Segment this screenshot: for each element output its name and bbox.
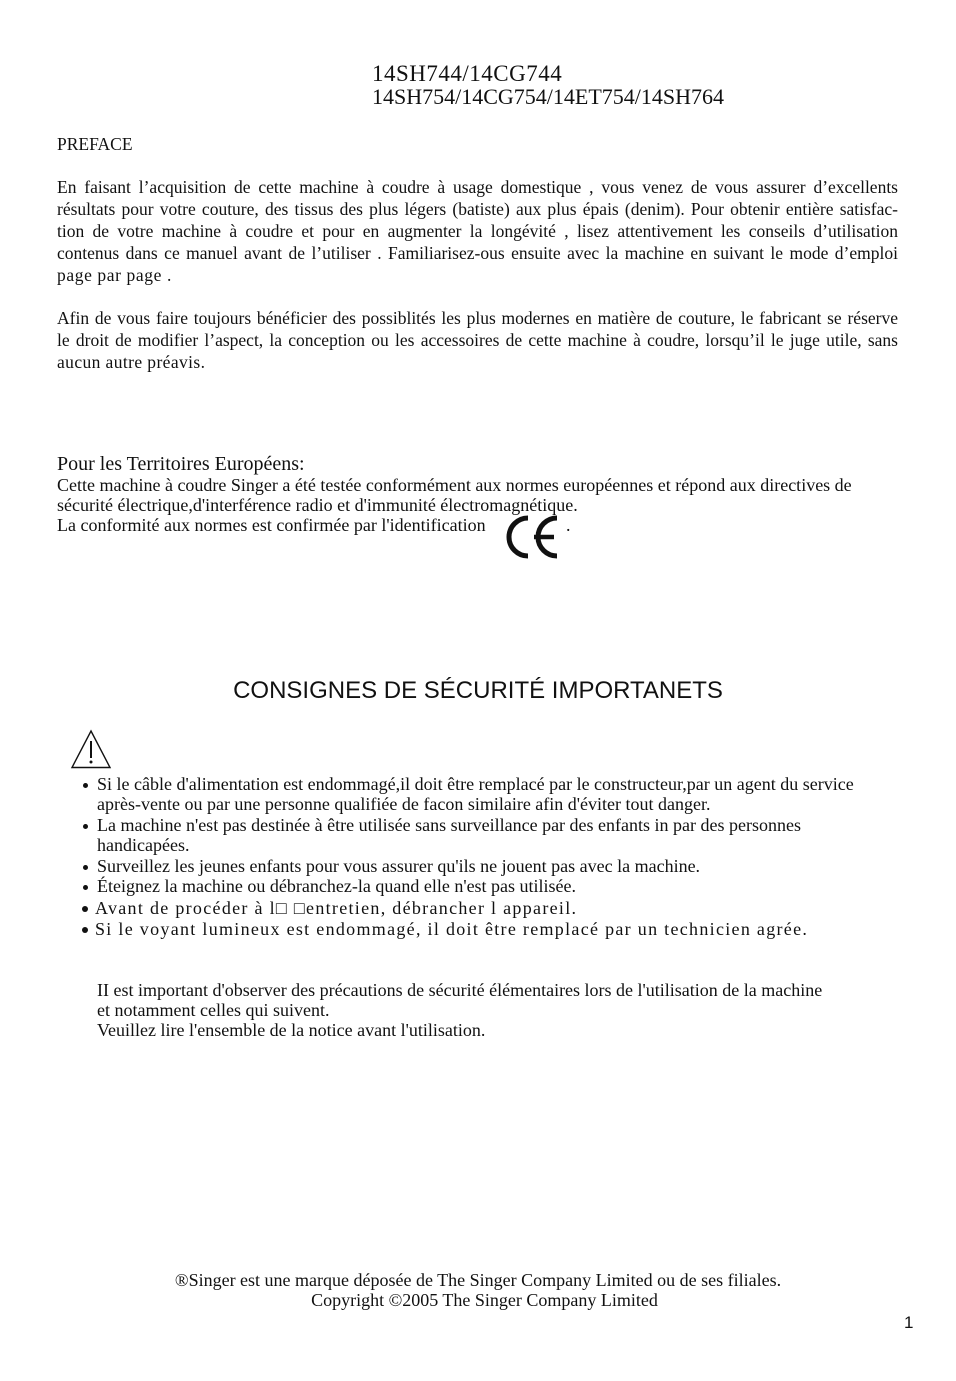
text-line: La conformité aux normes est confirmée par l'identification [57,515,486,535]
text-line: La machine n'est pas destinée à être utilisée sans surveillance par des enfants in par des personnes [97,815,801,835]
text-line: Cette machine à coudre Singer a été testée conformément aux normes européennes et répond aux directives de [57,475,852,495]
bullet-marker [83,885,88,890]
safety-bullet-item [80,774,880,814]
ce-identification-line [57,515,887,535]
footer [0,1270,956,1310]
bullet-marker [83,865,88,870]
safety-title: CONSIGNES DE SÉCURITÉ IMPORTANETS [233,677,723,704]
safety-bullet-item [80,919,880,939]
text-line: et notamment celles qui suivent. [97,1000,330,1020]
bullet-marker [82,906,88,912]
text-line: Surveillez les jeunes enfants pour vous assurer qu'ils ne jouent pas avec la machine. [97,856,701,876]
text-line: après-vente ou par une personne qualifiée de facon similaire afin d'éviter tout danger. [97,794,711,814]
text-line: résultats pour votre couture, des tissus des plus légers (batiste) aux plus épais (denim). Pour obtenir entière satisfac- [57,199,898,219]
bullet-marker [83,783,88,788]
text-line: le droit de modifier l’aspect, la conception ou les accessoires de cette machine à coudre, lorsqu’il le juge utile, sans [57,330,898,350]
warning-triangle-icon [70,729,112,770]
text-line: Avant de procéder à l□ □entretien, débrancher l appareil. [95,898,578,918]
eu-conformity-text [57,475,887,535]
text-line: aucun autre préavis. [57,352,206,372]
preface-title: PREFACE [57,134,133,154]
eu-section-title: Pour les Territoires Européens: [57,453,305,475]
text-line: Si le voyant lumineux est endommagé, il doit être remplacé par un technicien agrée. [95,919,809,939]
text-line: II est important d'observer des précautions de sécurité élémentaires lors de l'utilisation de la machine [97,980,823,1000]
ce-mark-icon [501,513,561,561]
safety-bullet-item [80,876,880,896]
text-line: contenus dans ce manuel avant de l’utiliser . Familiarisez-ous ensuite avec la machine en suivant le mode d’emploi [57,243,898,263]
text-line: Afin de vous faire toujours bénéficier des possiblités les plus modernes en matière de couture, le fabricant se réserve [57,308,898,328]
copyright-notice: Copyright ©2005 The Singer Company Limited [311,1290,658,1310]
trailing-period: . [566,515,571,535]
model-numbers-primary: 14SH744/14CG744 [372,61,563,86]
model-numbers-secondary: 14SH754/14CG754/14ET754/14SH764 [372,84,725,109]
text-line: En faisant l’acquisition de cette machine à coudre à usage domestique , vous venez de vous assurer d’excellents [57,177,898,197]
trademark-notice: ®Singer est une marque déposée de The Singer Company Limited ou de ses filiales. [174,1270,782,1290]
text-line: handicapées. [97,835,190,855]
page-number: 1 [904,1313,914,1332]
text-line: sécurité électrique,d'interférence radio et d'immunité électromagnétique. [57,495,578,515]
bullet-marker [82,927,88,933]
safety-bullet-item [80,815,880,855]
bullet-marker [83,824,88,829]
safety-notice [97,980,877,1040]
text-line: tion de votre machine à coudre et pour en augmenter la longévité , lisez attentivement les conseils d’utilisation [57,221,898,241]
preface-paragraph-2 [57,307,898,373]
text-line: Éteignez la machine ou débranchez-la quand elle n'est pas utilisée. [97,876,577,896]
text-line: Veuillez lire l'ensemble de la notice avant l'utilisation. [97,1020,486,1040]
preface-paragraph-1 [57,176,898,286]
safety-bullet-item [80,856,880,876]
text-line: page par page . [57,265,172,285]
text-line: Si le câble d'alimentation est endommagé,il doit être remplacé par le constructeur,par un agent du service [97,774,854,794]
safety-bullet-item [80,898,880,918]
